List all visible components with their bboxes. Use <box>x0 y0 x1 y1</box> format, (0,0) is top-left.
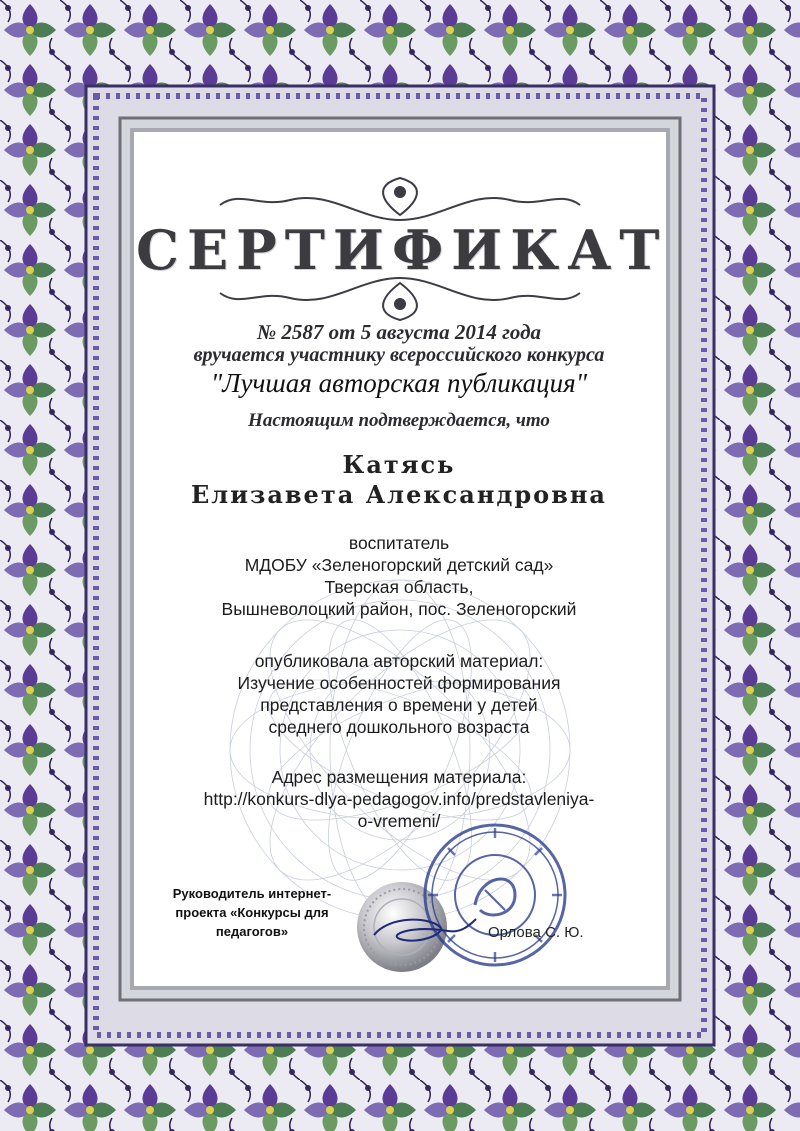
recipient-given-names: Елизавета Александровна <box>191 480 607 509</box>
publication-intro: опубликовала авторский материал: <box>254 651 544 671</box>
confirm-line: Настоящим подтверждается, что <box>248 410 550 431</box>
address-url-line1[interactable]: http://konkurs-dlya-pedagogov.info/predstavleniya- <box>203 789 595 809</box>
recipient-info <box>136 532 662 620</box>
leader-line2: проекта «Конкурсы для <box>175 905 329 920</box>
recipient-position: воспитатель <box>348 533 450 553</box>
publication-title-line2: представления о времени у детей <box>260 695 538 715</box>
recipient-organization: МДОБУ «Зеленогорский детский сад» <box>244 555 554 575</box>
address-label: Адрес размещения материала: <box>271 767 527 787</box>
signature-icon <box>370 905 480 955</box>
certificate-number: № 2587 от 5 августа 2014 года <box>256 320 542 344</box>
certificate-title: СЕРТИФИКАТ <box>136 218 668 282</box>
publication-title-line1: Изучение особенностей формирования <box>237 673 561 693</box>
contest-name: "Лучшая авторская публикация" <box>210 368 588 398</box>
publication-info <box>136 650 662 738</box>
recipient-locality: Вышневолоцкий район, пос. Зеленогорский <box>221 599 577 619</box>
address-url-line2[interactable]: o-vremeni/ <box>357 811 441 831</box>
signer-name: Орлова С. Ю. <box>488 924 584 941</box>
leader-line1: Руководитель интернет- <box>172 886 332 901</box>
leader-caption <box>152 884 352 941</box>
recipient-region: Тверская область, <box>324 577 474 597</box>
recipient-surname: Катясь <box>342 450 456 479</box>
address-info <box>136 766 662 832</box>
award-line: вручается участнику всероссийского конкурса <box>193 344 605 366</box>
leader-line3: педагогов» <box>215 924 289 939</box>
publication-title-line3: среднего дошкольного возраста <box>268 717 530 737</box>
bottom-flourish <box>160 268 640 328</box>
